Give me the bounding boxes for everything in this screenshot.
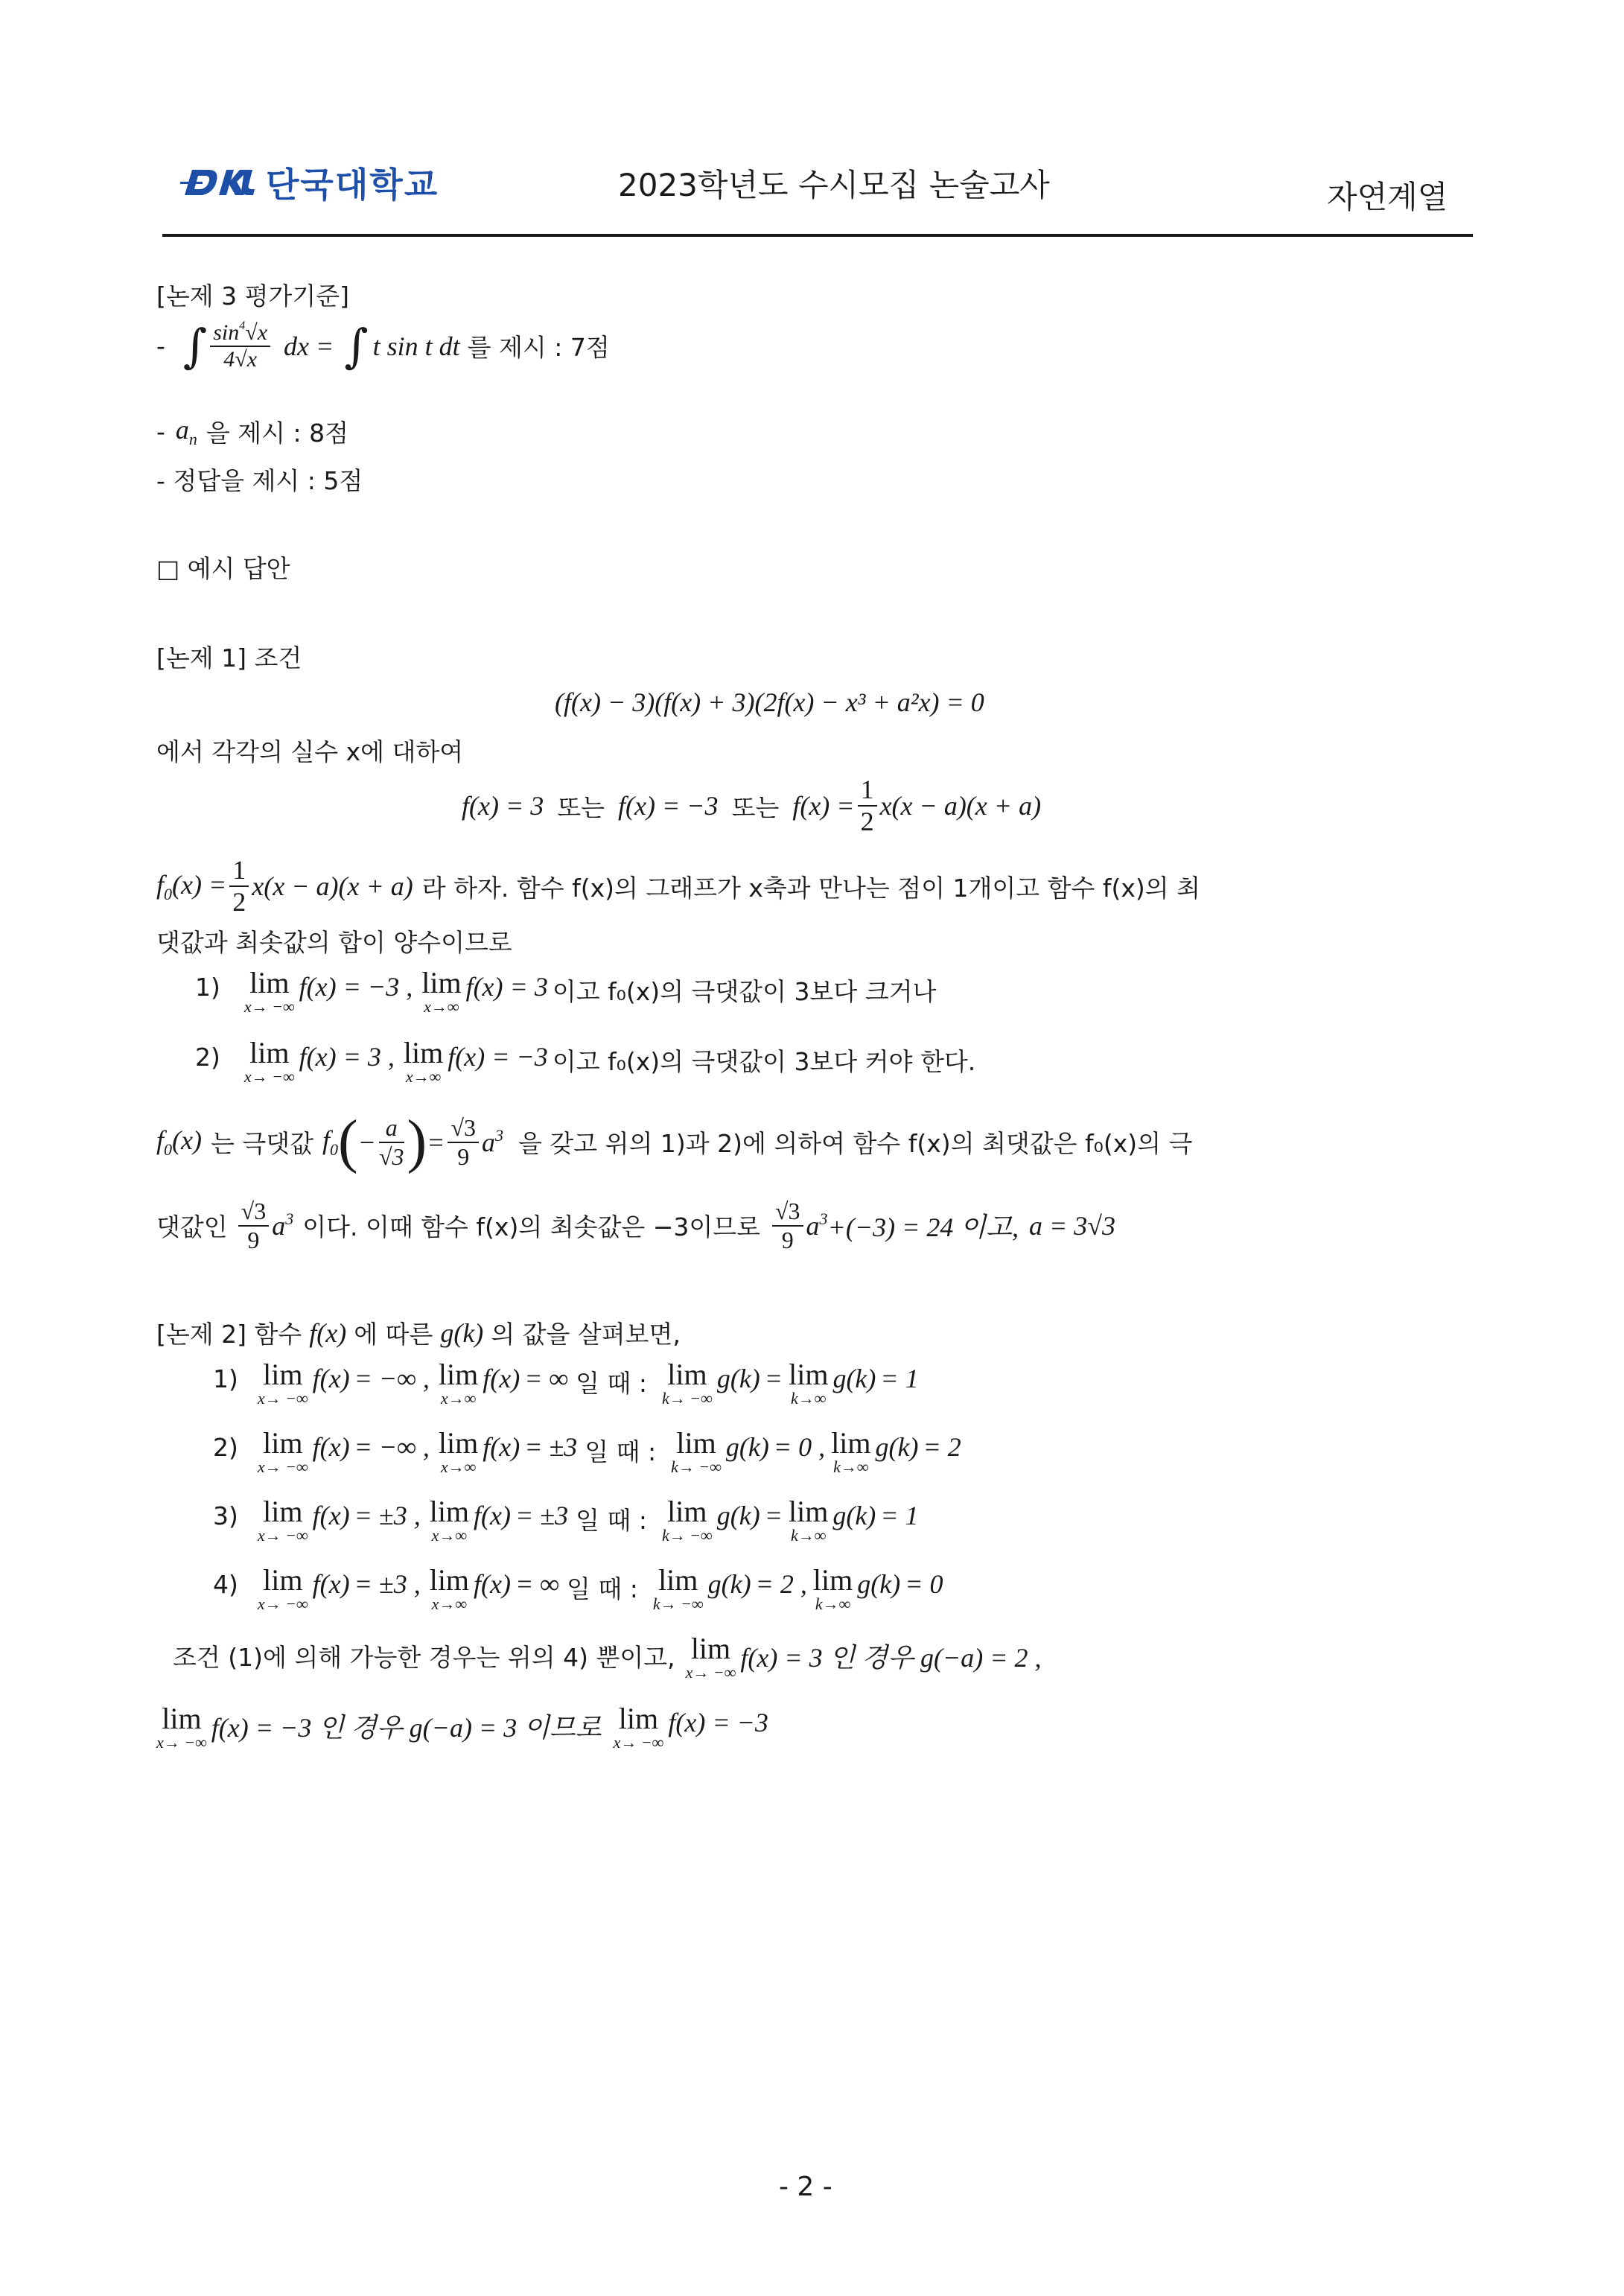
q1-define-f0: $f_0(x)$ = $\frac{1}{2}$ x(x − a)(x + a) 라 하자. 함수 f(x)의 그래프가 x축과 만나는 점이 1개이고 함수 f(x)의 최 <box>156 855 1201 918</box>
q2-case-row: 1) lim x→ −∞ f(x) = −∞ , lim x→∞ f(x) = ∞ 일 때 : lim k→ −∞ g(k) = lim k→∞ g(k) = 1 <box>213 1358 919 1408</box>
q2-case-row: 4) lim x→ −∞ f(x) = ±3 , lim x→∞ f(x) = ∞ 일 때 : lim k→ −∞ g(k) = 2 , lim k→∞ g(k) = 0 <box>213 1563 943 1613</box>
q1-line3: $f_0(x)$ 는 극댓값 $f_0$ ( − $\frac{a}{√3}$ ) = $\frac{√3}{9}$ $a^3$ 을 갖고 위의 1)과 2)에 의하여 함수 f(x)의 최댓값은 f₀(x)의 극 <box>156 1109 1193 1174</box>
criteria-item-an: - $a_n$ 을 제시 : 8점 <box>156 415 349 448</box>
q1-case-1: 1) lim x→ −∞ f(x) = −3 , lim x→∞ f(x) = 3 이고 f₀(x)의 극댓값이 3보다 크거나 <box>195 966 937 1016</box>
q2-conclusion-2: lim x→ −∞ f(x) = −3 인 경우 g(−a) = 3 이므로 lim x→ −∞ f(x) = −3 <box>156 1702 768 1752</box>
q1-cases-equation: f(x) = 3 또는 f(x) = −3 또는 f(x) = $\frac{1}{2}$ x(x − a)(x + a) <box>462 775 1042 837</box>
university-logo <box>180 158 439 207</box>
q2-case-row: 3) lim x→ −∞ f(x) = ±3 , lim x→∞ f(x) = ±3 일 때 : lim k→ −∞ g(k) = lim k→∞ g(k) = 1 <box>213 1495 919 1545</box>
criteria-item1-text: 를 제시 : 7점 <box>467 333 610 362</box>
example-heading: □ 예시 답안 <box>156 554 290 583</box>
q1-condition-equation: (f(x) − 3)(f(x) + 3)(2f(x) − x³ + a²x) = 0 <box>555 687 984 717</box>
q1-heading: [논제 1] 조건 <box>156 643 302 672</box>
integral-sign: ∫ <box>344 319 369 373</box>
q2-heading: [논제 2] 함수 f(x) 에 따른 g(k) 의 값을 살펴보면, <box>156 1317 681 1349</box>
q2-case-row: 2) lim x→ −∞ f(x) = −∞ , lim x→∞ f(x) = ±3 일 때 : lim k→ −∞ g(k) = 0 , lim k→∞ g(k) = 2 <box>213 1426 961 1476</box>
exam-category: 자연계열 <box>1327 179 1448 215</box>
criteria-item-integral: - ∫ $\sin^4√x$ 4√x dx = ∫ t sin t dt 를 제시 : 7점 <box>156 319 610 373</box>
page-number: - 2 - <box>779 2172 832 2202</box>
exam-title: 2023학년도 수시모집 논술고사 <box>618 167 1050 203</box>
q1-for-each: 에서 각각의 실수 x에 대하여 <box>156 737 464 766</box>
q1-case-2: 2) lim x→ −∞ f(x) = 3 , lim x→∞ f(x) = −3 이고 f₀(x)의 극댓값이 3보다 커야 한다. <box>195 1036 976 1086</box>
q1-answer: a = 3√3 <box>1028 1210 1116 1241</box>
q2-conclusion-1: 조건 (1)에 의해 가능한 경우는 위의 4) 뿐이고, lim x→ −∞ f(x) = 3 인 경우 g(−a) = 2 , <box>173 1632 1042 1682</box>
criteria-item2-text: 을 제시 : 8점 <box>206 419 349 448</box>
q1-line2: 댓값과 최솟값의 합이 양수이므로 <box>156 928 512 957</box>
header-rule <box>162 234 1473 237</box>
integrand-fraction: $\sin^4√x$ 4√x <box>210 319 270 373</box>
integral-sign: ∫ <box>182 319 208 373</box>
dku-logo-icon <box>180 164 258 201</box>
criteria-item-answer: - 정답을 제시 : 5점 <box>156 466 363 495</box>
q1-line4: 댓값인 √3 9 $a^3$ 이다. 이때 함수 f(x)의 최솟값은 −3이므로 √3 9 $a^3$ +(−3) = 24 이고, a = 3√3 <box>156 1198 1116 1253</box>
criteria-heading: [논제 3 평가기준] <box>156 282 349 311</box>
logo-text: 단국대학교 <box>266 165 439 205</box>
